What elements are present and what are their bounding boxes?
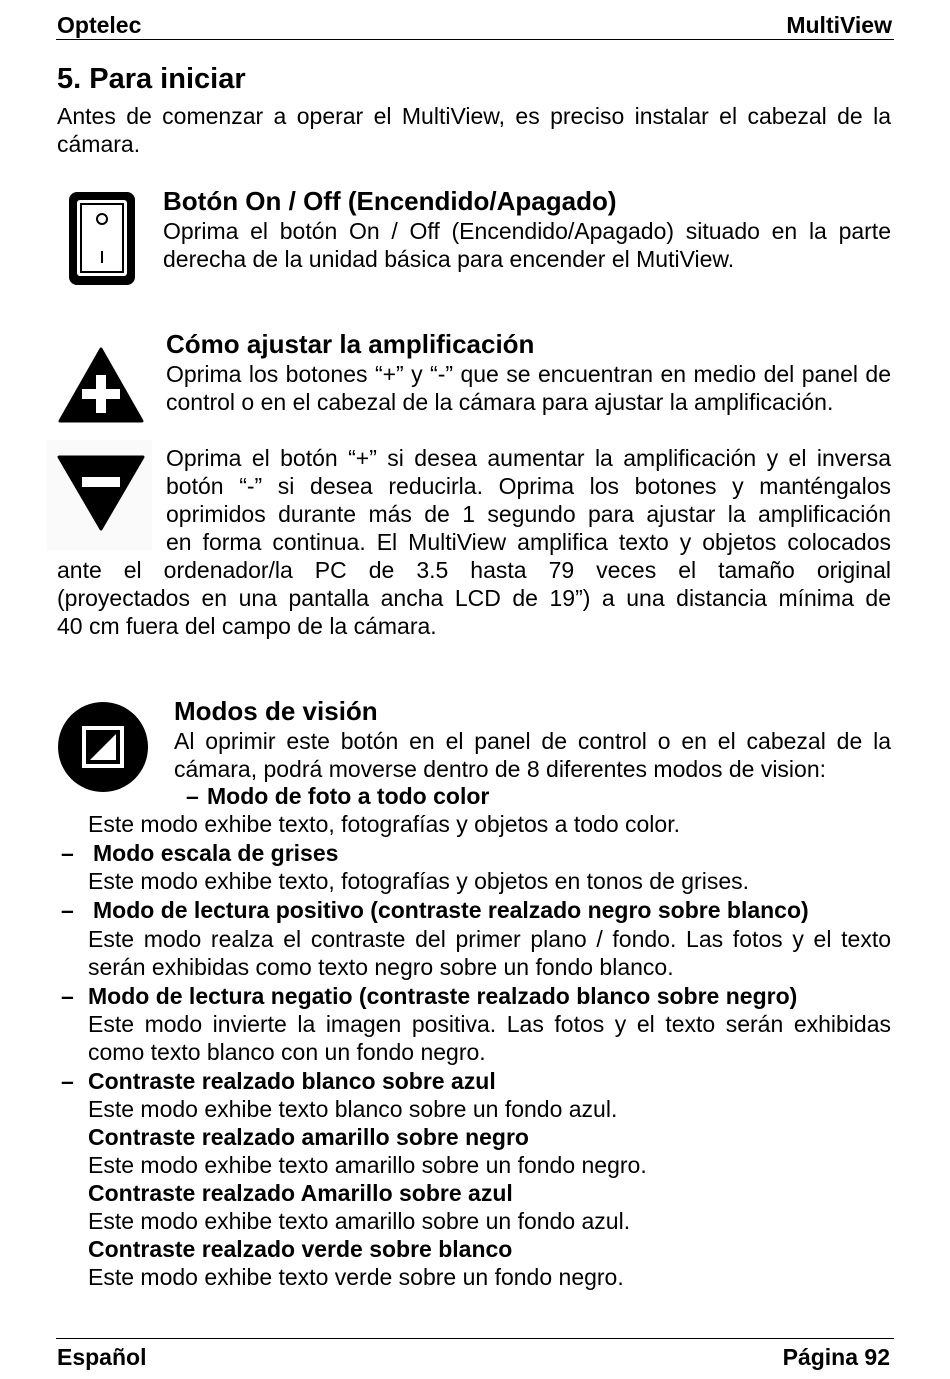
- header-brand: Optelec: [57, 12, 142, 38]
- footer-page-number: Página 92: [782, 1344, 890, 1370]
- power-switch-icon: [68, 191, 136, 292]
- mode-dash: –: [61, 840, 74, 866]
- modes-title: Modos de visión: [174, 696, 378, 726]
- mode-desc: Este modo exhibe texto, fotografías y objetos a todo color.: [88, 811, 680, 837]
- mode-name: Contraste realzado blanco sobre azul: [88, 1068, 496, 1094]
- mode-dash: –: [186, 783, 199, 809]
- magnification-line: (proyectados en una pantalla ancha LCD de 19”) a una distancia mínima de: [57, 585, 891, 611]
- footer-rule: [56, 1338, 894, 1339]
- footer-language: Español: [57, 1344, 147, 1370]
- minus-triangle-icon: [57, 455, 145, 537]
- magnification-line: 40 cm fuera del campo de la cámara.: [57, 613, 437, 639]
- mode-dash: –: [61, 1068, 74, 1094]
- section-intro: Antes de comenzar a operar el MultiView, es preciso instalar el cabezal de la cámara.: [57, 103, 891, 157]
- magnification-line: botón “-” si desea reducirla. Oprima los botones y manténgalos: [166, 473, 891, 499]
- header-product: MultiView: [786, 12, 892, 38]
- mode-dash: –: [61, 983, 74, 1009]
- magnification-line: Oprima el botón “+” si desea aumentar la amplificación y el inversa: [166, 445, 891, 471]
- magnification-line: oprimidos durante más de 1 segundo para ajustar la amplificación: [166, 501, 891, 527]
- mode-name: Contraste realzado amarillo sobre negro: [88, 1124, 529, 1150]
- mode-desc: Este modo invierte la imagen positiva. Las fotos y el texto serán exhibidas como texto blanco con un fondo negro.: [88, 1011, 891, 1065]
- mode-desc: Este modo exhibe texto amarillo sobre un fondo azul.: [88, 1208, 631, 1234]
- magnification-title: Cómo ajustar la amplificación: [166, 329, 535, 359]
- magnification-line: ante el ordenador/la PC de 3.5 hasta 79 veces el tamaño original: [57, 557, 891, 583]
- power-body: Oprima el botón On / Off (Encendido/Apagado) situado en la parte derecha de la unidad básica para encender el MutiView.: [163, 218, 891, 272]
- mode-desc: Este modo exhibe texto amarillo sobre un fondo negro.: [88, 1152, 647, 1178]
- mode-name: Modo de lectura positivo (contraste realzado negro sobre blanco): [93, 897, 809, 923]
- mode-name: Contraste realzado verde sobre blanco: [88, 1236, 513, 1262]
- mode-desc: Este modo exhibe texto blanco sobre un fondo azul.: [88, 1096, 618, 1122]
- mode-name: Contraste realzado Amarillo sobre azul: [88, 1180, 513, 1206]
- header-rule: [56, 39, 894, 40]
- mode-name: Modo escala de grises: [93, 840, 339, 866]
- mode-desc: Este modo exhibe texto verde sobre un fondo negro.: [88, 1264, 624, 1290]
- magnification-line: en forma continua. El MultiView amplifica texto y objetos colocados: [166, 529, 891, 555]
- power-title: Botón On / Off (Encendido/Apagado): [163, 186, 617, 216]
- magnification-p1: Oprima los botones “+” y “-” que se encuentran en medio del panel de control o en el cabezal de la cámara para ajustar la amplificación.: [166, 361, 891, 415]
- mode-desc: Este modo exhibe texto, fotografías y objetos en tonos de grises.: [88, 868, 750, 894]
- plus-triangle-icon: [58, 347, 144, 429]
- mode-name: Modo de foto a todo color: [207, 783, 490, 809]
- modes-intro: Al oprimir este botón en el panel de control o en el cabezal de la cámara, podrá moverse dentro de 8 diferentes modos de vision:: [174, 728, 891, 782]
- mode-desc: Este modo realza el contraste del primer plano / fondo. Las fotos y el texto serán exhibidas como texto negro sobre un fondo blanco.: [88, 926, 891, 980]
- mode-dash: –: [61, 897, 74, 923]
- section-title: 5. Para iniciar: [57, 63, 246, 95]
- contrast-mode-icon: [57, 701, 149, 799]
- mode-name: Modo de lectura negatio (contraste realzado blanco sobre negro): [88, 983, 798, 1009]
